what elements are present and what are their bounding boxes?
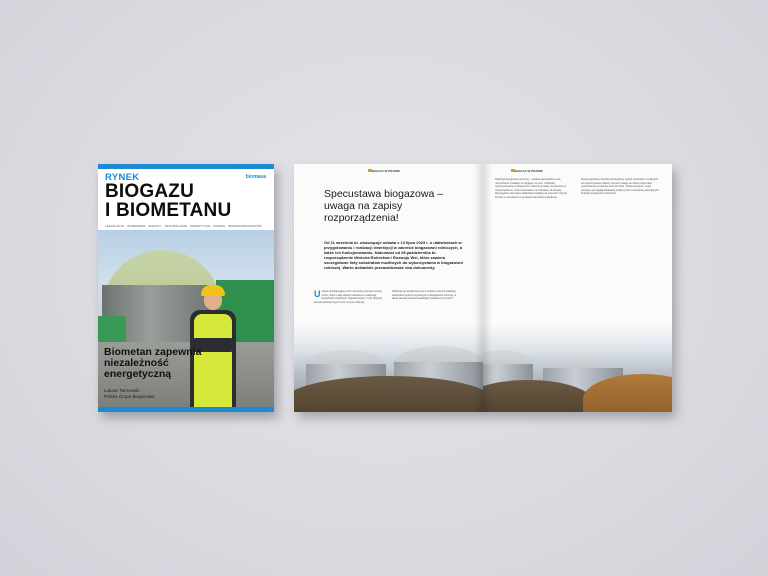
magazine-spread[interactable] xyxy=(294,164,672,412)
cover-title-line2: I BIOMETANU xyxy=(105,200,232,221)
cover-person-org: Polska Grupa Biogazowa xyxy=(104,393,155,399)
cover-title-line1: BIOGAZU xyxy=(105,181,195,202)
right-photo xyxy=(483,324,672,412)
article-body xyxy=(314,290,466,350)
left-page xyxy=(294,164,483,412)
right-column-1: Definicja biogazowni rolniczej – ustawa wprowadza nowe rozróżnienie instalacji ze względu na moc. Substraty wykorzystywane w biogazowni rolniczej zostały wymienione w rozporządzeniu. Lista substratów ma charakter zamknięty. Wymagania dotyczące lokalizacji instalacji na terenach rolnych. Zmiany w procedurze uzyskania warunków zabudowy. xyxy=(495,178,568,199)
body-column-2: Definicja wprowadzona przez ustawę rozszerza katalog substratów wykorzystywanych w biogazowni rolniczej, a także określa warunki lokalizacji instalacji w gminach. xyxy=(392,290,457,301)
cover-top-bar xyxy=(98,164,274,169)
cover-photo xyxy=(98,230,274,408)
article-title: Specustawa biogazowa – uwaga na zapisy rozporządzenia! xyxy=(324,188,444,224)
cover-headline: Biometan zapewnia niezależność energetyczną xyxy=(104,346,202,380)
running-head-left: BIOGAZ W PRAWIE xyxy=(372,169,400,173)
body-column-1-text: stawa obowiązująca od 11 września przynosi szereg zmian, które mają ułatwić inwestorom realizację biogazowni rolniczych. Najważniejsze z nich dotyczą kwestii planistycznych oraz nowych definicji. xyxy=(314,290,382,304)
body-column-1 xyxy=(314,290,384,304)
magazine-cover[interactable] xyxy=(98,164,274,412)
right-page xyxy=(483,164,672,412)
publisher-logo: biomasa xyxy=(245,174,266,180)
cover-person xyxy=(104,388,204,399)
cover-bottom-bar xyxy=(98,407,274,412)
dirt-pile xyxy=(294,376,483,412)
hard-hat-icon xyxy=(201,285,225,296)
cover-section-nav: LEGISLACJA · INTERWIEW · ANALIZY · TECHNOLOGIE · INWESTYCJE · PRAWO · SPRAWOZDAWCZOŚĆ xyxy=(105,224,263,228)
right-column-2: Rozporządzenie określa szczegółowy wykaz substratów możliwych do wykorzystania. Należy zwrócić uwagę na zapisy dotyczące pochodzenia surowców oraz ich ilości. Podsumowanie: nowe przepisy wymagają dokładnej analizy przez inwestorów planujących budowę biogazowni rolniczych. xyxy=(581,178,659,195)
cover-series-label: RYNEK xyxy=(105,172,140,183)
article-lead: Od 11 września br. obowiązuje ustawa z 13 lipca 2023 r. o ułatwieniach w przygotowaniu i realizacji inwestycji w zakresie biogazowni rolniczych, a także ich funkcjonowaniu. Natomiast od 28 października br. rozporządzenie Ministra Rolnictwa i Rozwoju Wsi, które zawiera szczegółowe listy substratów możliwych do wykorzystania w biogazowni rolniczej. Warto dokładnie przeanalizować oba dokumenty. xyxy=(324,240,463,270)
cover-person-name: Łukasz Tarnowski xyxy=(104,388,140,393)
running-head-right: BIOGAZ W PRAWIE xyxy=(515,169,543,173)
dropcap: U xyxy=(314,289,321,299)
